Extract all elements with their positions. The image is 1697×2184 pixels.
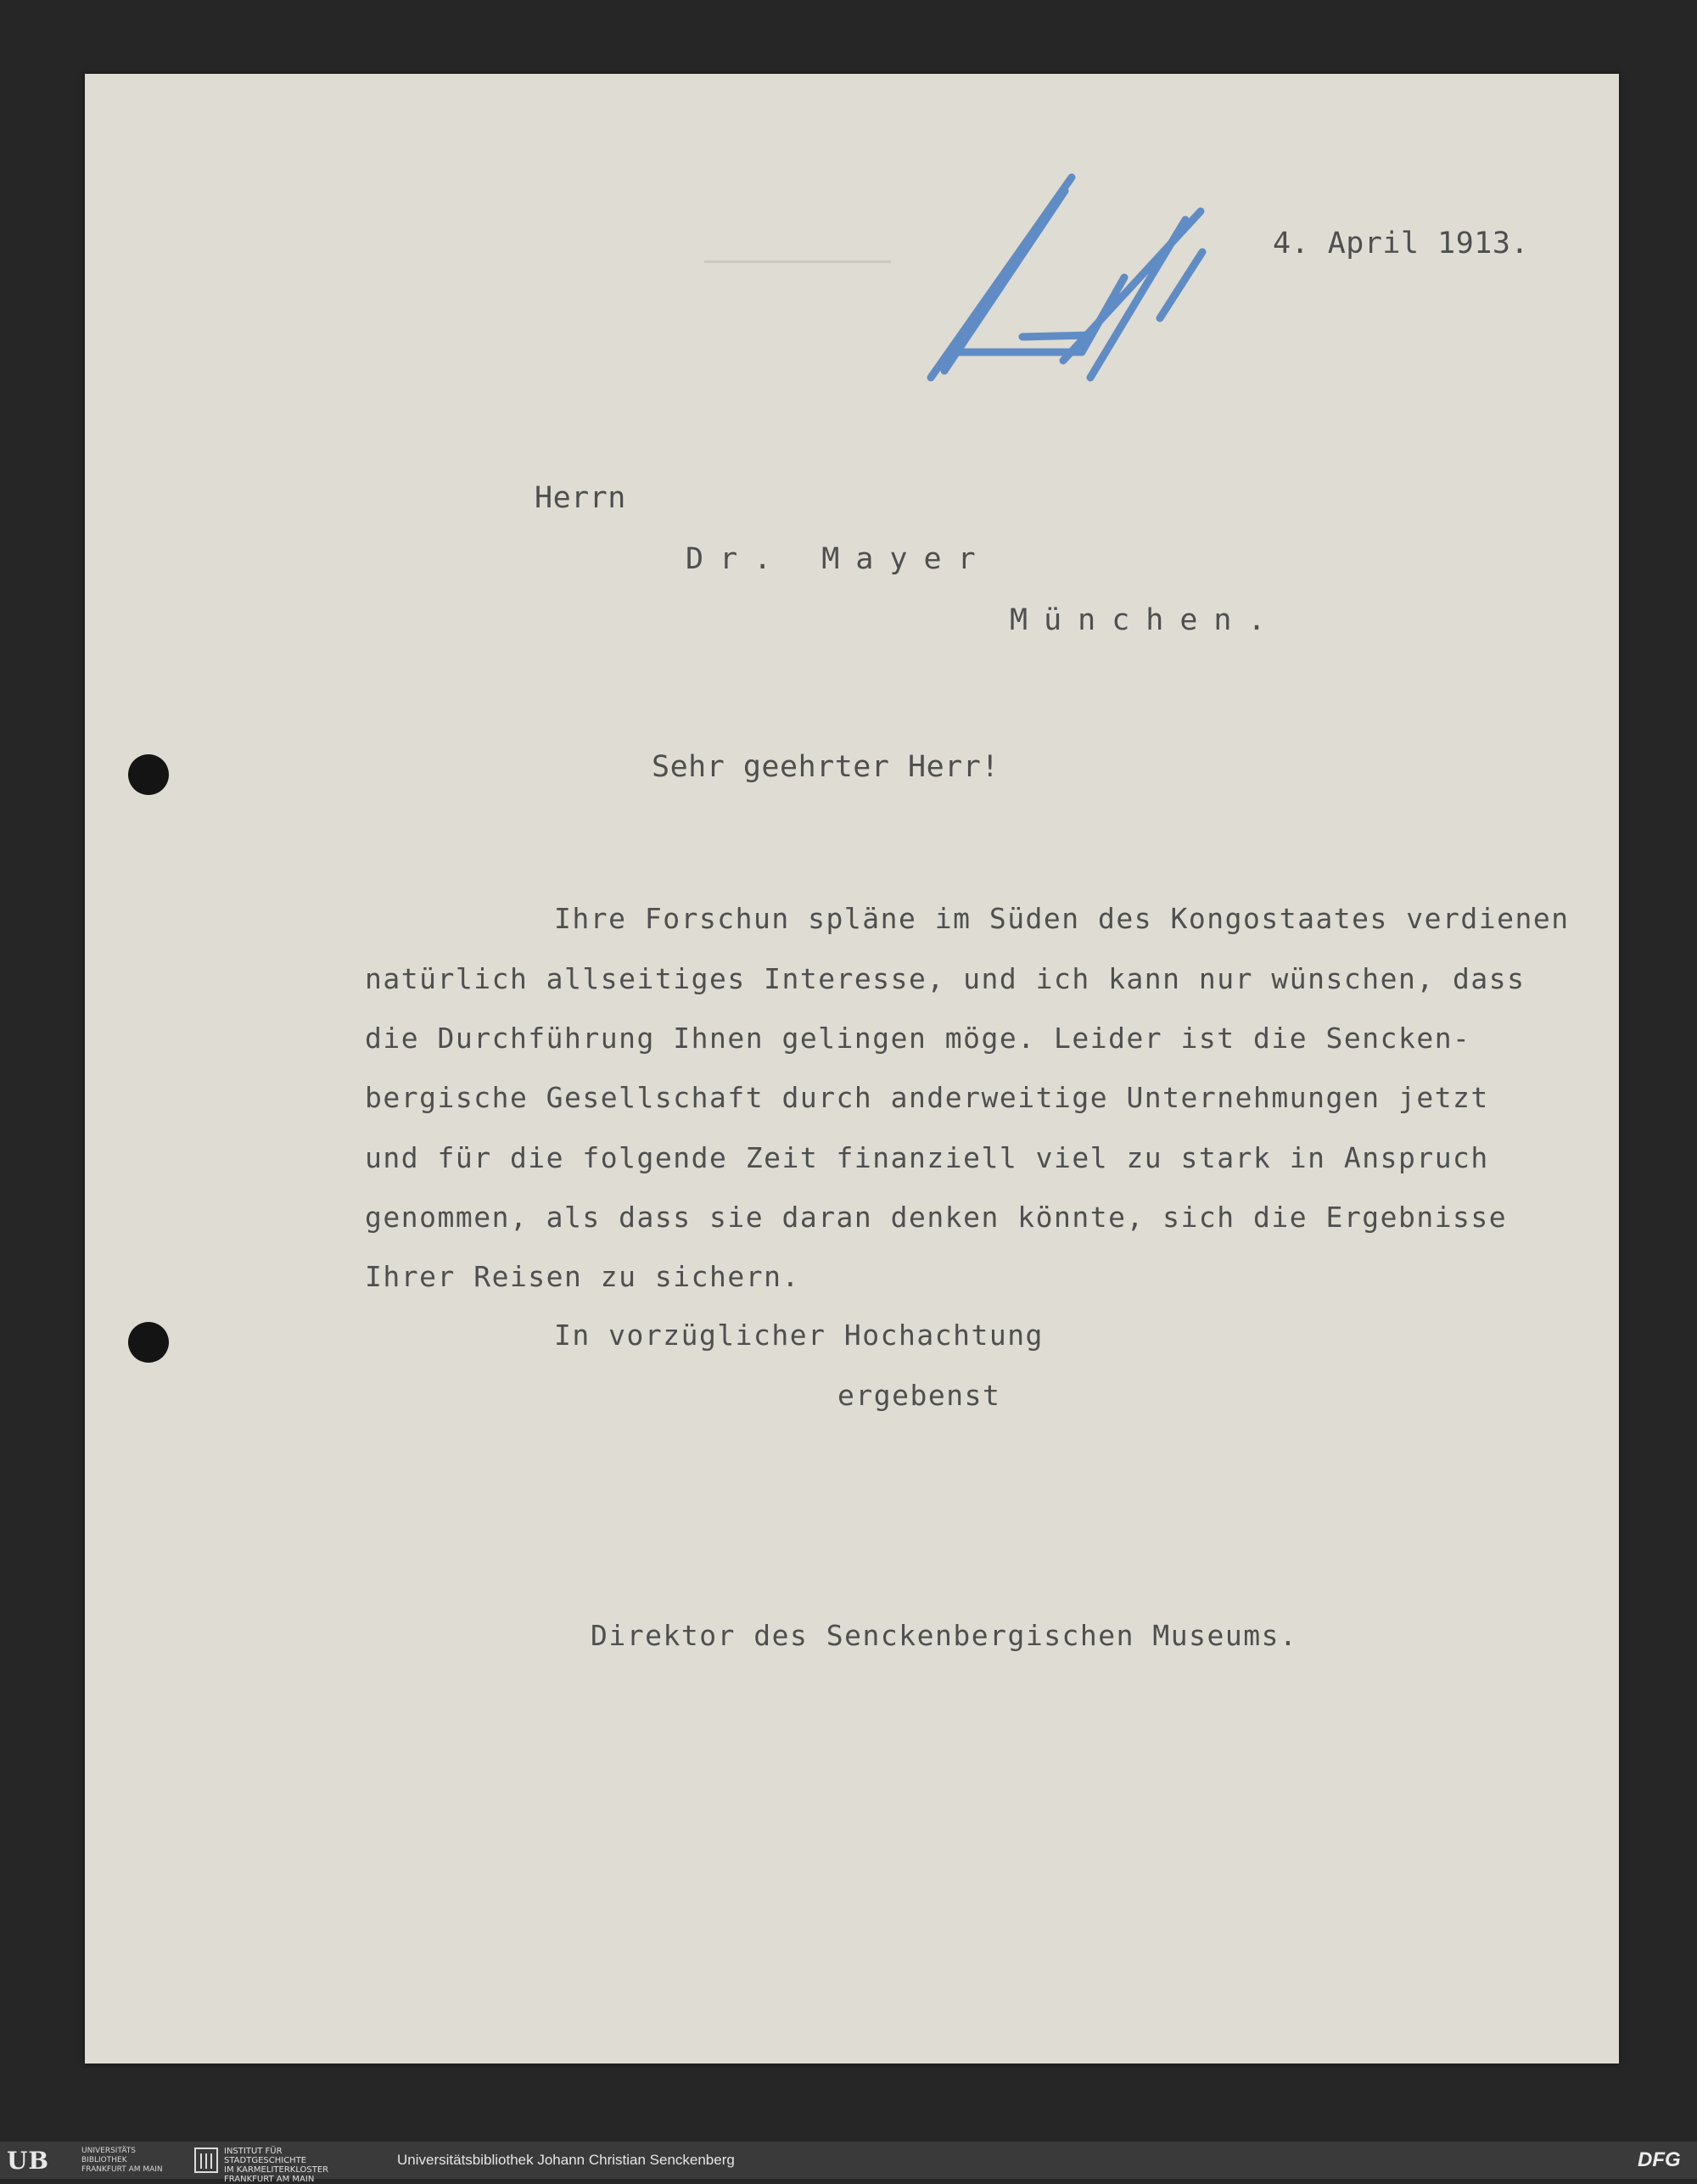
letter-page	[85, 74, 1619, 2064]
body-line: Ihre Forschun spläne im Süden des Kongostaates verdienen	[554, 902, 1570, 935]
recipient-title: Herrn	[535, 481, 626, 515]
punch-hole-upper	[128, 754, 169, 795]
punch-hole-lower	[128, 1322, 169, 1363]
closing-word: ergebenst	[837, 1379, 1001, 1412]
body-line: bergische Gesellschaft durch anderweitige Unternehmungen jetzt	[365, 1081, 1489, 1114]
body-line: Ihrer Reisen zu sichern.	[365, 1260, 800, 1293]
ub-logo-text: UNIVERSITÄTS BIBLIOTHEK FRANKFURT AM MAIN	[81, 2147, 163, 2174]
isg-logo-icon	[193, 2145, 219, 2176]
isg-logo-text: INSTITUT FÜR STADTGESCHICHTE IM KARMELITERKLOSTER FRANKFURT AM MAIN	[224, 2147, 329, 2184]
recipient-city: München.	[1010, 603, 1282, 637]
closing-phrase: In vorzüglicher Hochachtung	[554, 1319, 1044, 1352]
dfg-logo: DFG	[1638, 2148, 1681, 2171]
recipient-name: Dr. Mayer	[686, 542, 992, 576]
body-line: und für die folgende Zeit finanziell viel zu stark in Anspruch	[365, 1141, 1489, 1174]
body-line: genommen, als dass sie daran denken könnte, sich die Ergebnisse	[365, 1201, 1508, 1234]
salutation: Sehr geehrter Herr!	[652, 750, 1000, 784]
letter-date: 4. April 1913.	[1273, 227, 1530, 260]
signature-line: Direktor des Senckenbergischen Museums.	[591, 1619, 1298, 1652]
body-line: natürlich allseitiges Interesse, und ich kann nur wünschen, dass	[365, 962, 1526, 995]
ub-logo: UB	[7, 2147, 50, 2175]
footer-bar	[0, 2142, 1697, 2184]
faint-pencil-mark	[704, 260, 891, 263]
body-line: die Durchführung Ihnen gelingen möge. Leider ist die Sencken-	[365, 1022, 1471, 1055]
blue-pencil-number	[921, 159, 1294, 439]
library-name: Universitätsbibliothek Johann Christian Senckenberg	[397, 2152, 735, 2168]
